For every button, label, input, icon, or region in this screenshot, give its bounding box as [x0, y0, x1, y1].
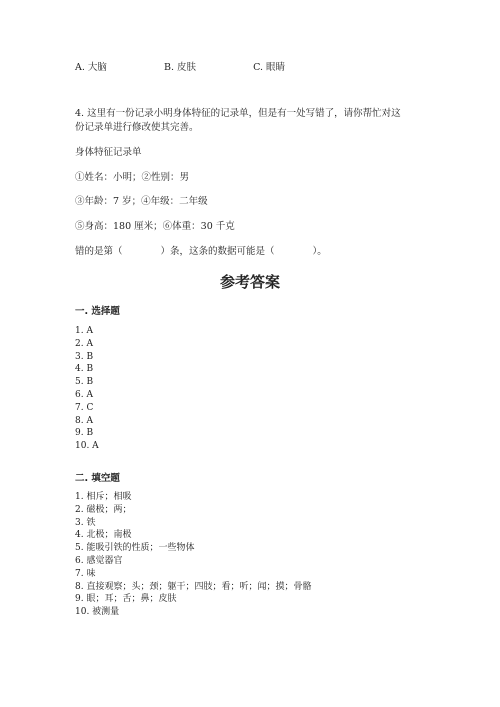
list-item: 4. B [75, 364, 94, 375]
list-item: 7. 味 [75, 568, 96, 579]
answer-line: 错的是第（ ）条，这条的数据可能是（ ）。 [75, 246, 327, 257]
option-b: B. 皮肤 [164, 62, 197, 73]
answers-title: 参考答案 [219, 273, 280, 291]
list-item: 2. 磁极；两； [75, 504, 132, 515]
list-item: 9. 眼；耳；舌；鼻；皮肤 [75, 594, 177, 605]
choice-answers-list [75, 325, 99, 453]
list-item: 8. 直接观察；头；颈；躯干；四肢；看；听；闻；摸；骨骼 [75, 581, 312, 592]
question4-line1: 4. 这里有一份记录小明身体特征的记录单，但是有一处写错了，请你帮忙对这 [75, 108, 401, 119]
record-row-3: ⑤身高：180 厘米；⑥体重：30 千克 [75, 221, 235, 232]
record-title: 身体特征记录单 [75, 147, 142, 158]
option-a: A. 大脑 [75, 62, 107, 73]
list-item: 9. B [75, 428, 94, 439]
list-item: 7. C [75, 402, 94, 413]
question4-line2: 份记录单进行修改使其完善。 [75, 122, 199, 133]
list-item: 5. 能吸引铁的性质；一些物体 [75, 543, 195, 554]
list-item: 2. A [75, 338, 93, 349]
list-item: 8. A [75, 415, 93, 426]
list-item: 10. A [75, 441, 99, 452]
section1-title: 一. 选择题 [75, 306, 120, 317]
option-c: C. 眼睛 [253, 62, 286, 73]
fill-answers-list [75, 491, 311, 619]
list-item: 1. A [75, 326, 93, 336]
list-item: 5. B [75, 377, 94, 388]
list-item: 4. 北极；南极 [75, 530, 132, 541]
list-item: 3. 铁 [75, 517, 96, 528]
section2-title: 二. 填空题 [75, 473, 120, 484]
list-item: 3. B [75, 351, 94, 362]
record-row-2: ③年龄：7 岁；④年级：二年级 [75, 196, 208, 207]
list-item: 10. 被测量 [75, 607, 120, 618]
question3-options [75, 62, 285, 74]
list-item: 6. A [75, 389, 93, 400]
record-row-1: ①姓名：小明；②性别：男 [75, 172, 190, 183]
list-item: 1. 相斥；相吸 [75, 492, 132, 502]
list-item: 6. 感觉器官 [75, 555, 123, 566]
